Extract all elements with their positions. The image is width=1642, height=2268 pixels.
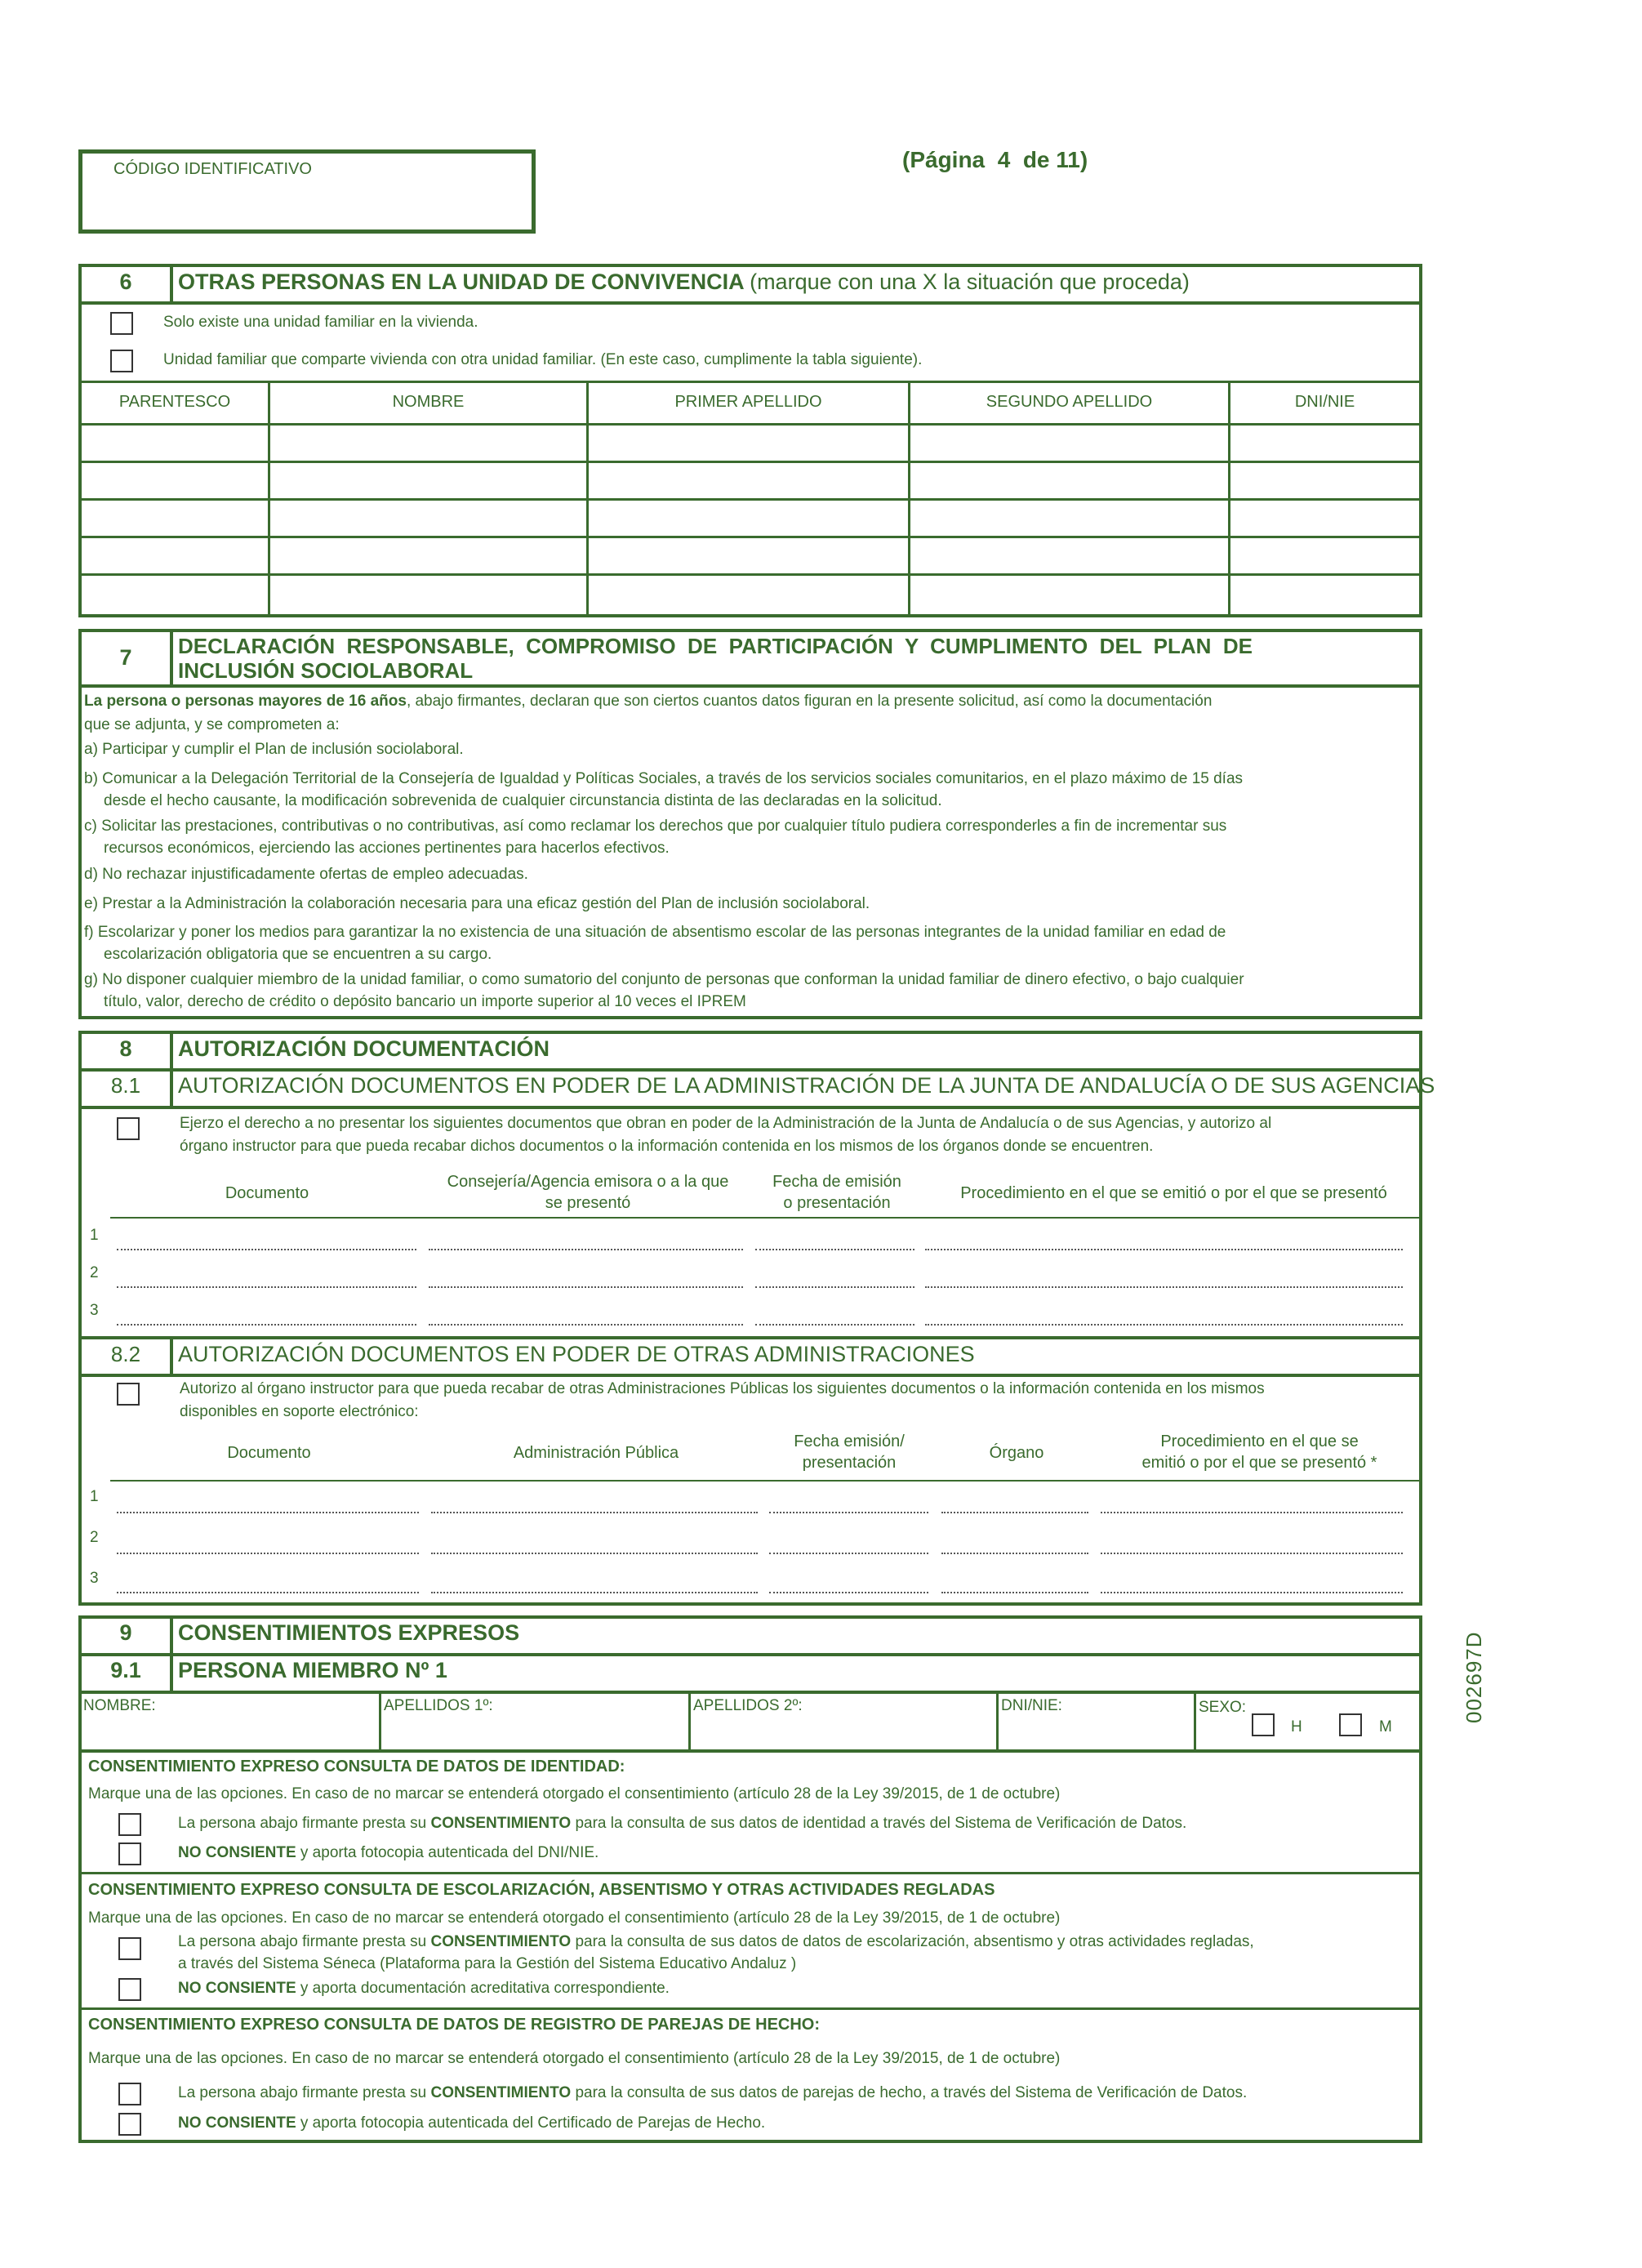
field-8-2-r3-documento[interactable]: [117, 1592, 419, 1593]
field-8-2-r1-organo[interactable]: [941, 1512, 1088, 1513]
commitment-b-line2: desde el hecho causante, la modificación sobrevenida de cualquier circunstancia distinta de las declaradas en la solicitud.: [104, 792, 942, 809]
field-8-1-r1-consejeria[interactable]: [429, 1249, 743, 1250]
section-7-title-line2: INCLUSIÓN SOCIOLABORAL: [178, 658, 474, 683]
field-8-2-r2-fecha[interactable]: [769, 1553, 928, 1554]
consent-partnership-heading: CONSENTIMIENTO EXPRESO CONSULTA DE DATOS DE REGISTRO DE PAREJAS DE HECHO:: [88, 2016, 821, 2034]
section-9-number: 9: [119, 1620, 132, 1645]
col-8-1-procedimiento: Procedimiento en el que se emitió o por el que se presentó: [960, 1184, 1387, 1202]
field-8-1-r3-documento[interactable]: [117, 1324, 416, 1326]
option-shared-dwelling-checkbox[interactable]: [110, 350, 133, 372]
col-nombre: NOMBRE: [392, 393, 465, 411]
section-9-title: CONSENTIMIENTOS EXPRESOS: [178, 1620, 520, 1645]
consent-partnership-yes-label: La persona abajo firmante presta su CONSENTIMIENTO para la consulta de sus datos de parejas de hecho, a través del Sistema de Verificación de Datos.: [178, 2084, 1248, 2101]
section-9-1-title: PERSONA MIEMBRO Nº 1: [178, 1658, 447, 1682]
consent-identity-yes-label: La persona abajo firmante presta su CONSENTIMIENTO para la consulta de sus datos de identidad a través del Sistema de Verificación de Datos.: [178, 1815, 1187, 1832]
option-single-family-checkbox[interactable]: [110, 312, 133, 335]
section-6-number: 6: [119, 270, 132, 294]
row-8-2-3-number: 3: [90, 1570, 99, 1587]
commitment-f-line2: escolarización obligatoria que se encuentren a su cargo.: [104, 946, 492, 963]
authorize-other-admin-documents-checkbox[interactable]: [117, 1383, 140, 1406]
section-8-1-text-line2: órgano instructor para que pueda recabar dichos documentos o la información contenida en los mismos de los órganos donde se encuentren.: [180, 1138, 1154, 1155]
field-8-1-r2-documento[interactable]: [117, 1286, 416, 1288]
option-single-family-label: Solo existe una unidad familiar en la vivienda.: [163, 314, 478, 331]
consent-schooling-yes-label-line2: a través del Sistema Séneca (Plataforma para la Gestión del Sistema Educativo Andaluz ): [178, 1955, 797, 1972]
consent-schooling-no-label: NO CONSIENTE y aporta documentación acreditativa correspondiente.: [178, 1980, 670, 1997]
consent-identity-yes-checkbox[interactable]: [118, 1813, 141, 1836]
consent-identity-no-label: NO CONSIENTE y aporta fotocopia autenticada del DNI/NIE.: [178, 1844, 599, 1861]
commitment-c-line2: recursos económicos, ejerciendo las acciones pertinentes para hacerlos efectivos.: [104, 840, 670, 857]
field-sexo: SEXO:: [1199, 1699, 1247, 1716]
field-dni-nie[interactable]: DNI/NIE:: [1001, 1697, 1062, 1714]
field-8-2-r1-fecha[interactable]: [769, 1512, 928, 1513]
section-7-number: 7: [119, 645, 132, 670]
field-8-1-r3-fecha[interactable]: [755, 1324, 914, 1326]
row-8-1-3-number: 3: [90, 1302, 99, 1319]
field-8-2-r3-procedimiento[interactable]: [1101, 1592, 1403, 1593]
field-8-2-r1-administracion[interactable]: [431, 1512, 758, 1513]
section-8-1-text: Ejerzo el derecho a no presentar los siguientes documentos que obran en poder de la Administración de la Junta de Andalucía o de sus Agencias, y autorizo al: [180, 1115, 1272, 1132]
commitment-f: f) Escolarizar y poner los medios para garantizar la no existencia de una situación de absentismo escolar de las personas integrantes de la unidad familiar en edad de: [84, 924, 1226, 941]
field-8-1-r3-procedimiento[interactable]: [925, 1324, 1403, 1326]
authorize-junta-documents-checkbox[interactable]: [117, 1117, 140, 1140]
field-8-2-r1-documento[interactable]: [117, 1512, 419, 1513]
sexo-m-label: M: [1379, 1718, 1392, 1736]
section-7-intro-line2: que se adjunta, y se comprometen a:: [84, 716, 340, 733]
col-8-1-consejeria: Consejería/Agencia emisora o a la que se presentó: [447, 1173, 729, 1212]
section-8-2-number: 8.2: [110, 1342, 141, 1366]
col-8-2-administracion: Administración Pública: [513, 1444, 679, 1462]
commitment-g: g) No disponer cualquier miembro de la unidad familiar, o como sumatorio del conjunto de personas que conforman la unidad familiar de dinero efectivo, o bajo cualquier: [84, 971, 1244, 988]
commitment-b: b) Comunicar a la Delegación Territorial de la Consejería de Igualdad y Políticas Sociales, a través de los servicios sociales comunitarios, en el plazo máximo de 15 días: [84, 770, 1244, 787]
field-8-2-r1-procedimiento[interactable]: [1101, 1512, 1403, 1513]
consent-identity-instruction: Marque una de las opciones. En caso de no marcar se entenderá otorgado el consentimiento (artículo 28 de la Ley 39/2015, de 1 de octubre): [88, 1785, 1061, 1802]
consent-partnership-instruction: Marque una de las opciones. En caso de no marcar se entenderá otorgado el consentimiento (artículo 28 de la Ley 39/2015, de 1 de octubre): [88, 2050, 1061, 2067]
field-8-1-r2-fecha[interactable]: [755, 1286, 914, 1288]
field-8-2-r2-administracion[interactable]: [431, 1553, 758, 1554]
field-8-1-r2-procedimiento[interactable]: [925, 1286, 1403, 1288]
row-8-1-2-number: 2: [90, 1264, 99, 1281]
sexo-m-checkbox[interactable]: [1339, 1713, 1362, 1736]
commitment-e: e) Prestar a la Administración la colaboración necesaria para una eficaz gestión del Plan de inclusión sociolaboral.: [84, 895, 870, 912]
section-8-1-title: AUTORIZACIÓN DOCUMENTOS EN PODER DE LA ADMINISTRACIÓN DE LA JUNTA DE ANDALUCÍA O DE SUS AGENCIAS: [178, 1073, 1435, 1098]
consent-schooling-yes-label: La persona abajo firmante presta su CONSENTIMIENTO para la consulta de sus datos de datos de escolarización, absentismo y otras actividades regladas,: [178, 1933, 1254, 1950]
field-8-1-r1-documento[interactable]: [117, 1249, 416, 1250]
section-9-1-number: 9.1: [110, 1658, 141, 1682]
section-8-number: 8: [119, 1036, 132, 1061]
consent-partnership-no-label: NO CONSIENTE y aporta fotocopia autenticada del Certificado de Parejas de Hecho.: [178, 2114, 766, 2132]
side-form-code: 002697D: [1462, 1631, 1486, 1723]
commitment-c: c) Solicitar las prestaciones, contributivas o no contributivas, así como reclamar los derechos que por cualquier título pudiera corresponderles a fin de incrementar sus: [84, 818, 1227, 835]
field-8-2-r3-administracion[interactable]: [431, 1592, 758, 1593]
consent-partnership-yes-checkbox[interactable]: [118, 2083, 141, 2105]
section-8-1-number: 8.1: [110, 1073, 141, 1098]
col-8-2-fecha: Fecha emisión/ presentación: [794, 1433, 905, 1472]
field-apellidos-1[interactable]: APELLIDOS 1º:: [384, 1697, 493, 1714]
col-8-2-procedimiento: Procedimiento en el que se emitió o por el que se presentó *: [1141, 1433, 1377, 1472]
consent-schooling-heading: CONSENTIMIENTO EXPRESO CONSULTA DE ESCOLARIZACIÓN, ABSENTISMO Y OTRAS ACTIVIDADES REGLADAS: [88, 1881, 995, 1899]
field-8-1-r2-consejeria[interactable]: [429, 1286, 743, 1288]
consent-schooling-instruction: Marque una de las opciones. En caso de no marcar se entenderá otorgado el consentimiento (artículo 28 de la Ley 39/2015, de 1 de octubre): [88, 1909, 1061, 1927]
col-8-2-documento: Documento: [227, 1444, 311, 1462]
section-7-intro: La persona o personas mayores de 16 años, abajo firmantes, declaran que son ciertos cuantos datos figuran en la presente solicitud, así como la documentación: [84, 693, 1213, 710]
commitment-d: d) No rechazar injustificadamente ofertas de empleo adecuadas.: [84, 866, 528, 883]
option-shared-dwelling-label: Unidad familiar que comparte vivienda con otra unidad familiar. (En este caso, cumplimente la tabla siguiente).: [163, 351, 923, 368]
consent-schooling-no-checkbox[interactable]: [118, 1978, 141, 2001]
field-8-2-r2-procedimiento[interactable]: [1101, 1553, 1403, 1554]
col-parentesco: PARENTESCO: [118, 393, 231, 411]
sexo-h-label: H: [1291, 1718, 1302, 1736]
field-8-2-r3-organo[interactable]: [941, 1592, 1088, 1593]
sexo-h-checkbox[interactable]: [1252, 1713, 1275, 1736]
field-8-2-r2-organo[interactable]: [941, 1553, 1088, 1554]
field-8-1-r3-consejeria[interactable]: [429, 1324, 743, 1326]
field-apellidos-2[interactable]: APELLIDOS 2º:: [693, 1697, 803, 1714]
page-indicator: (Página 4 de 11): [902, 147, 1088, 172]
col-primer-apellido: PRIMER APELLIDO: [674, 393, 822, 411]
col-8-2-organo: Órgano: [989, 1444, 1044, 1462]
col-8-1-documento: Documento: [225, 1184, 309, 1202]
consent-identity-heading: CONSENTIMIENTO EXPRESO CONSULTA DE DATOS DE IDENTIDAD:: [88, 1758, 625, 1776]
consent-partnership-no-checkbox[interactable]: [118, 2113, 141, 2136]
commitment-g-line2: título, valor, derecho de crédito o depósito bancario un importe superior al 10 veces el IPREM: [104, 993, 746, 1010]
field-nombre[interactable]: NOMBRE:: [83, 1697, 156, 1714]
col-dni-nie: DNI/NIE: [1294, 393, 1355, 411]
row-8-2-1-number: 1: [90, 1488, 99, 1505]
field-8-1-r1-procedimiento[interactable]: [925, 1249, 1403, 1250]
field-8-1-r1-fecha[interactable]: [755, 1249, 914, 1250]
identification-code-label: CÓDIGO IDENTIFICATIVO: [113, 160, 312, 178]
row-8-2-2-number: 2: [90, 1529, 99, 1546]
section-7-title-line1: DECLARACIÓN RESPONSABLE, COMPROMISO DE PARTICIPACIÓN Y CUMPLIMENTO DEL PLAN DE: [178, 634, 1253, 658]
section-8-2-text-line2: disponibles en soporte electrónico:: [180, 1403, 419, 1420]
consent-identity-no-checkbox[interactable]: [118, 1842, 141, 1865]
row-8-1-1-number: 1: [90, 1227, 99, 1244]
section-6-title: OTRAS PERSONAS EN LA UNIDAD DE CONVIVENCIA (marque con una X la situación que proceda): [178, 270, 1190, 294]
section-8-2-title: AUTORIZACIÓN DOCUMENTOS EN PODER DE OTRAS ADMINISTRACIONES: [178, 1342, 975, 1366]
field-8-2-r3-fecha[interactable]: [769, 1592, 928, 1593]
section-8-2-text: Autorizo al órgano instructor para que pueda recabar de otras Administraciones Públicas los siguientes documentos o la información contenida en los mismos: [180, 1380, 1265, 1397]
col-segundo-apellido: SEGUNDO APELLIDO: [986, 393, 1153, 411]
commitment-a: a) Participar y cumplir el Plan de inclusión sociolaboral.: [84, 741, 464, 758]
field-8-2-r2-documento[interactable]: [117, 1553, 419, 1554]
section-8-title: AUTORIZACIÓN DOCUMENTACIÓN: [178, 1036, 550, 1061]
consent-schooling-yes-checkbox[interactable]: [118, 1937, 141, 1960]
col-8-1-fecha: Fecha de emisión o presentación: [772, 1173, 901, 1212]
